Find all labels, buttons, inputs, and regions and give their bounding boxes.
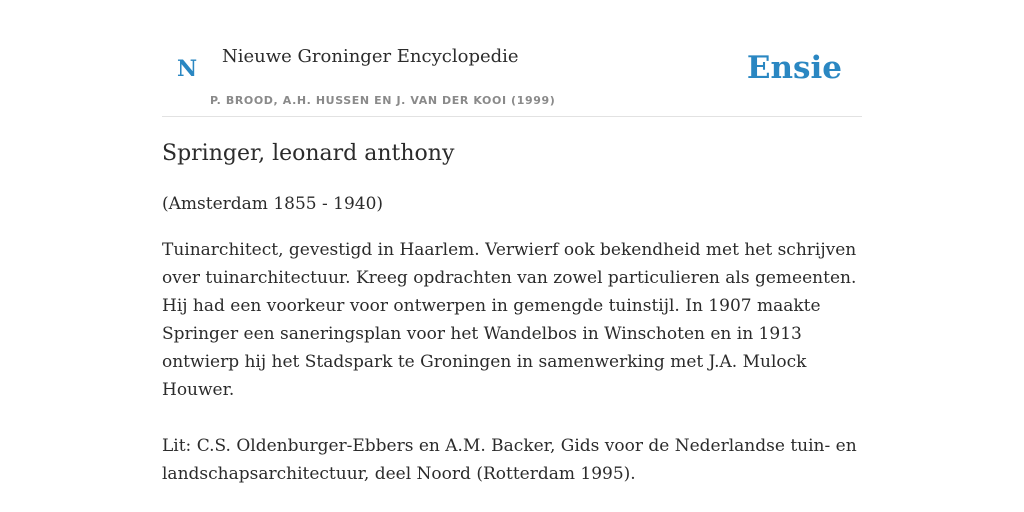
page-header	[162, 0, 862, 117]
entry-lifespan: (Amsterdam 1855 - 1940)	[162, 194, 384, 214]
entry-body: Tuinarchitect, gevestigd in Haarlem. Verwierf ook bekendheid met het schrijven over tuinarchitectuur. Kreeg opdrachten van zowel particulieren als gemeenten. Hij had een voorkeur voor ontwerpen in gemengde tuinstijl. In 1907 maakte Springer een saneringsplan voor het Wandelbos in Winschoten en in 1913 ontwierp hij het Stadspark te Groningen in samenwerking met J.A. Mulock Houwer.	[162, 240, 857, 400]
entry-title: Springer, leonard anthony	[162, 141, 455, 166]
encyclopedia-title[interactable]: Nieuwe Groninger Encyclopedie	[222, 46, 519, 67]
encyclopedia-logo[interactable]: N	[177, 56, 198, 82]
ensie-brand-logo[interactable]: Ensie	[746, 50, 842, 86]
encyclopedia-authors: P. BROOD, A.H. HUSSEN EN J. VAN DER KOOI (1999)	[210, 94, 556, 107]
entry-literature: Lit: C.S. Oldenburger-Ebbers en A.M. Backer, Gids voor de Nederlandse tuin- en landschapsarchitectuur, deel Noord (Rotterdam 1995).	[162, 436, 857, 484]
entry-content	[162, 138, 862, 488]
